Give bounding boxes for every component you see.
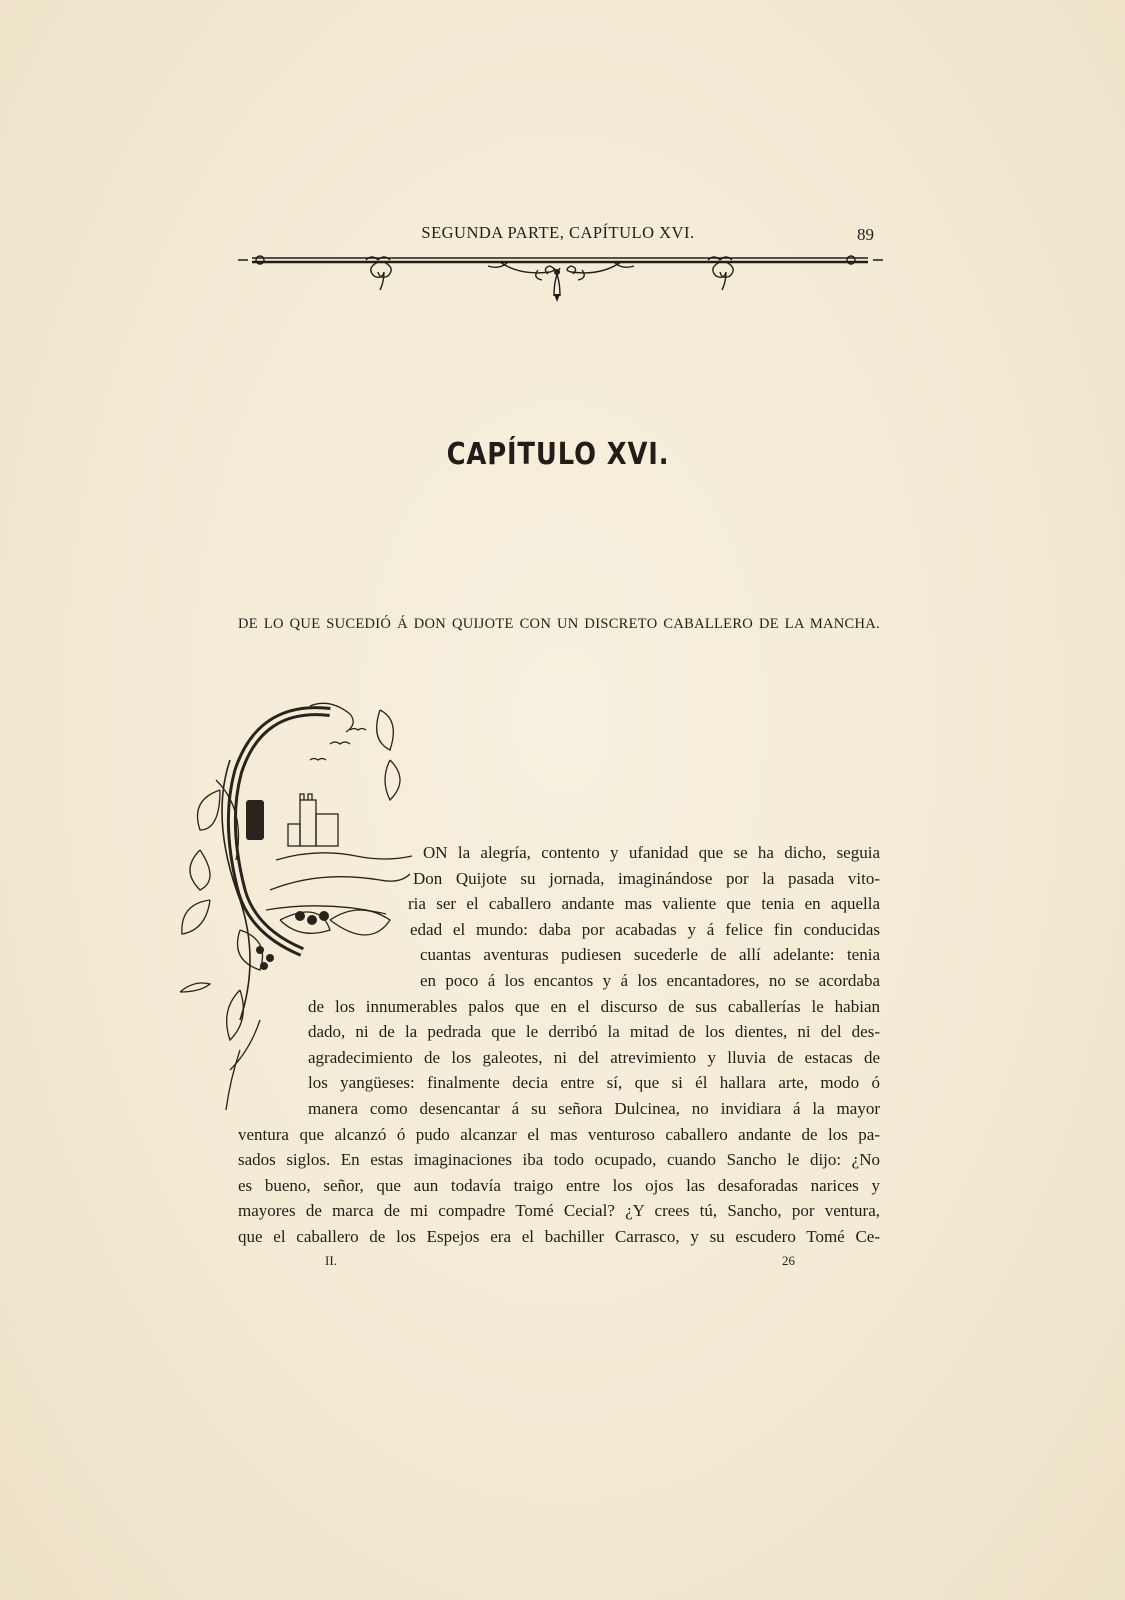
text-line: ria ser el caballero andante mas valiente que tenia en aquella (408, 894, 880, 914)
text-line: mayores de marca de mi compadre Tomé Cecial? ¿Y crees tú, Sancho, por ventura, (238, 1201, 880, 1221)
text-line: manera como desencantar á su señora Dulcinea, no invidiara á la mayor (308, 1098, 880, 1118)
text-line: Don Quijote su jornada, imaginándose por la pasada vito- (413, 868, 880, 888)
body-text (238, 840, 880, 1250)
text-line: ventura que alcanzó ó pudo alcanzar el mas venturoso caballero andante de los pa- (238, 1124, 880, 1144)
text-line: los yangüeses: finalmente decia entre sí, que si él hallara arte, modo ó (308, 1073, 880, 1093)
text-line: en poco á los encantos y á los encantadores, no se acordaba (420, 970, 880, 990)
text-line: es bueno, señor, que aun todavía traigo entre los ojos las desaforadas narices y (238, 1175, 880, 1195)
text-line: dado, ni de la pedrada que le derribó la mitad de los dientes, ni del des- (308, 1022, 880, 1042)
running-head (238, 221, 878, 245)
text-line: sados siglos. En estas imaginaciones iba todo ocupado, cuando Sancho le dijo: ¿No (238, 1150, 880, 1170)
text-line: edad el mundo: daba por acabadas y á felice fin conducidas (410, 919, 880, 939)
page-number: 89 (857, 225, 874, 244)
text-line: ON la alegría, contento y ufanidad que se ha dicho, seguia (423, 843, 880, 862)
text-line: cuantas aventuras pudiesen sucederle de allí adelante: tenia (420, 945, 880, 965)
volume-mark: II. (325, 1253, 337, 1268)
text-line: que el caballero de los Espejos era el bachiller Carrasco, y su escudero Tomé Ce- (238, 1226, 880, 1246)
scroll-rule-icon (238, 250, 883, 310)
chapter-summary: DE LO QUE SUCEDIÓ Á DON QUIJOTE CON UN DISCRETO CABALLERO DE LA MANCHA. (238, 616, 880, 632)
text-line: agradecimiento de los galeotes, ni del atrevimiento y lluvia de estacas de (308, 1047, 880, 1067)
chapter-title: CAPÍTULO XVI. (446, 437, 670, 472)
text-line: de los innumerables palos que en el discurso de sus caballerías le habian (308, 996, 880, 1016)
signature-mark: 26 (782, 1253, 795, 1268)
running-title: SEGUNDA PARTE, CAPÍTULO XVI. (421, 223, 695, 242)
